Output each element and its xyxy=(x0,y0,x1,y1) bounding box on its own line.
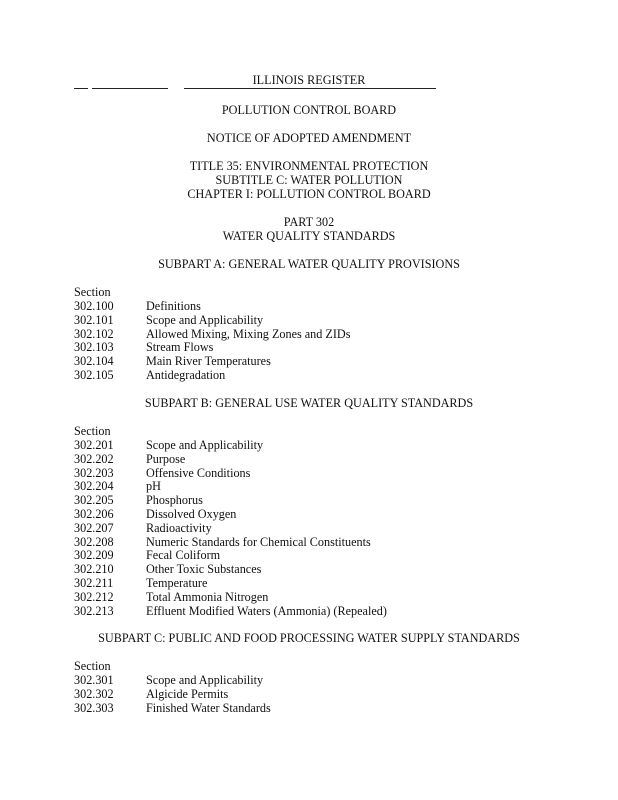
part-name: WATER QUALITY STANDARDS xyxy=(222,229,396,243)
section-title: Purpose xyxy=(146,451,186,466)
section-title: Radioactivity xyxy=(146,520,212,535)
toc-entry xyxy=(74,701,271,715)
section-number: 302.208 xyxy=(74,534,114,549)
toc-entry xyxy=(74,327,350,341)
section-title: Scope and Applicability xyxy=(146,673,264,687)
section-number: 302.206 xyxy=(74,506,114,521)
section-number: 302.105 xyxy=(74,367,114,382)
subpart-b-heading: SUBPART B: GENERAL USE WATER QUALITY STANDARDS xyxy=(144,396,474,410)
toc-entry xyxy=(74,673,271,687)
title-line: TITLE 35: ENVIRONMENTAL PROTECTION xyxy=(189,159,429,173)
toc-entry xyxy=(74,507,387,521)
subpart-a-toc xyxy=(74,299,350,382)
toc-entry xyxy=(74,535,387,549)
section-title: Effluent Modified Waters (Ammonia) (Repealed) xyxy=(146,603,387,618)
toc-entry xyxy=(74,299,350,313)
section-number: 302.100 xyxy=(74,299,114,313)
subpart-c-toc xyxy=(74,673,271,714)
section-number: 302.103 xyxy=(74,340,114,355)
section-number: 302.204 xyxy=(74,479,114,494)
register-title xyxy=(0,73,618,87)
toc-entry xyxy=(74,438,387,452)
section-title: Antidegradation xyxy=(146,367,226,382)
section-title: Offensive Conditions xyxy=(146,465,251,480)
toc-entry xyxy=(74,548,387,562)
toc-entry xyxy=(74,452,387,466)
section-number: 302.303 xyxy=(74,700,114,715)
section-title: Dissolved Oxygen xyxy=(146,506,237,521)
subpart-b-toc xyxy=(74,438,387,617)
toc-entry xyxy=(74,493,387,507)
section-number: 302.205 xyxy=(74,493,114,508)
section-number: 302.302 xyxy=(74,686,114,701)
section-title: Phosphorus xyxy=(146,493,203,508)
section-title: Finished Water Standards xyxy=(146,700,271,715)
section-title: Stream Flows xyxy=(146,340,214,355)
section-title: Numeric Standards for Chemical Constituents xyxy=(146,534,371,549)
toc-entry xyxy=(74,687,271,701)
section-number: 302.301 xyxy=(74,673,114,687)
section-title: Main River Temperatures xyxy=(146,354,271,369)
notice-heading: NOTICE OF ADOPTED AMENDMENT xyxy=(206,131,412,145)
section-title: Other Toxic Substances xyxy=(146,562,262,577)
section-title: Total Ammonia Nitrogen xyxy=(146,589,269,604)
section-number: 302.209 xyxy=(74,548,114,563)
subpart-a-section-label: Section xyxy=(74,285,111,299)
section-title: Definitions xyxy=(146,299,201,313)
section-number: 302.211 xyxy=(74,575,114,590)
toc-entry xyxy=(74,479,387,493)
section-number: 302.212 xyxy=(74,589,114,604)
section-number: 302.202 xyxy=(74,451,114,466)
toc-entry xyxy=(74,340,350,354)
subpart-c-section-label: Section xyxy=(74,659,111,673)
section-number: 302.203 xyxy=(74,465,114,480)
section-number: 302.104 xyxy=(74,354,114,369)
register-header-rule xyxy=(74,88,436,89)
toc-entry xyxy=(74,604,387,618)
register-title-text: ILLINOIS REGISTER xyxy=(252,73,366,87)
section-number: 302.210 xyxy=(74,562,114,577)
toc-entry xyxy=(74,576,387,590)
board-name: POLLUTION CONTROL BOARD xyxy=(221,103,397,117)
toc-entry xyxy=(74,590,387,604)
subpart-a-heading: SUBPART A: GENERAL WATER QUALITY PROVISIONS xyxy=(158,257,460,271)
section-number: 302.201 xyxy=(74,438,114,452)
part-number: PART 302 xyxy=(283,215,335,229)
toc-entry xyxy=(74,368,350,382)
subpart-c-heading: SUBPART C: PUBLIC AND FOOD PROCESSING WATER SUPPLY STANDARDS xyxy=(98,631,520,645)
toc-entry xyxy=(74,562,387,576)
section-number: 302.213 xyxy=(74,603,114,618)
section-number: 302.207 xyxy=(74,520,114,535)
toc-entry xyxy=(74,313,350,327)
subtitle-line: SUBTITLE C: WATER POLLUTION xyxy=(215,173,403,187)
chapter-line: CHAPTER I: POLLUTION CONTROL BOARD xyxy=(187,187,431,201)
section-title: Fecal Coliform xyxy=(146,548,221,563)
toc-entry xyxy=(74,466,387,480)
subpart-b-section-label: Section xyxy=(74,424,111,438)
section-title: Temperature xyxy=(146,575,208,590)
section-title: Algicide Permits xyxy=(146,686,229,701)
section-number: 302.102 xyxy=(74,326,114,341)
section-title: Scope and Applicability xyxy=(146,438,264,452)
section-title: Scope and Applicability xyxy=(146,312,264,327)
section-title: Allowed Mixing, Mixing Zones and ZIDs xyxy=(146,326,351,341)
toc-entry xyxy=(74,354,350,368)
section-number: 302.101 xyxy=(74,312,114,327)
toc-entry xyxy=(74,521,387,535)
section-title: pH xyxy=(146,479,161,494)
